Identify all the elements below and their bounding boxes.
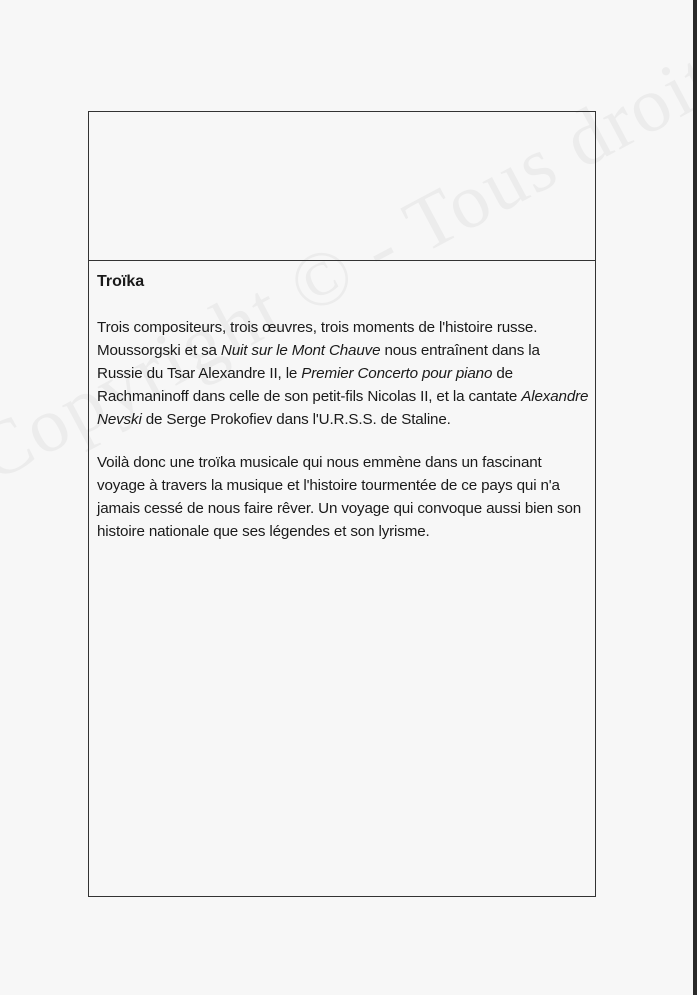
frame-divider	[89, 260, 595, 261]
work-title-prokofiev: Alexandre Nevski	[97, 388, 589, 428]
content-frame	[88, 111, 596, 897]
paragraph-intro	[97, 316, 589, 431]
paragraph-conclusion: Voilà donc une troïka musicale qui nous emmène dans un fascinant voyage à travers la musique et l'histoire tourmentée de ce pays qui n'a jamais cessé de nous faire rêver. Un voyage qui convoque aussi bien son histoire nationale que ses légendes et son lyrisme.	[97, 454, 582, 540]
text-block	[97, 272, 589, 563]
intro-text-3: de Rachmaninoff dans celle de son petit-fils Nicolas II, et la cantate	[97, 365, 522, 405]
intro-text-2: nous entraînent dans la Russie du Tsar Alexandre II, le	[97, 342, 540, 382]
intro-text-4: de Serge Prokofiev dans l'U.R.S.S. de Staline.	[141, 411, 451, 428]
work-title-moussorgski: Nuit sur le Mont Chauve	[220, 342, 381, 359]
scan-edge	[693, 0, 697, 995]
intro-text-1: Trois compositeurs, trois œuvres, trois moments de l'histoire russe. Moussorgski et sa	[97, 319, 538, 359]
section-title: Troïka	[97, 273, 145, 290]
work-title-rachmaninoff: Premier Concerto pour piano	[301, 365, 493, 382]
